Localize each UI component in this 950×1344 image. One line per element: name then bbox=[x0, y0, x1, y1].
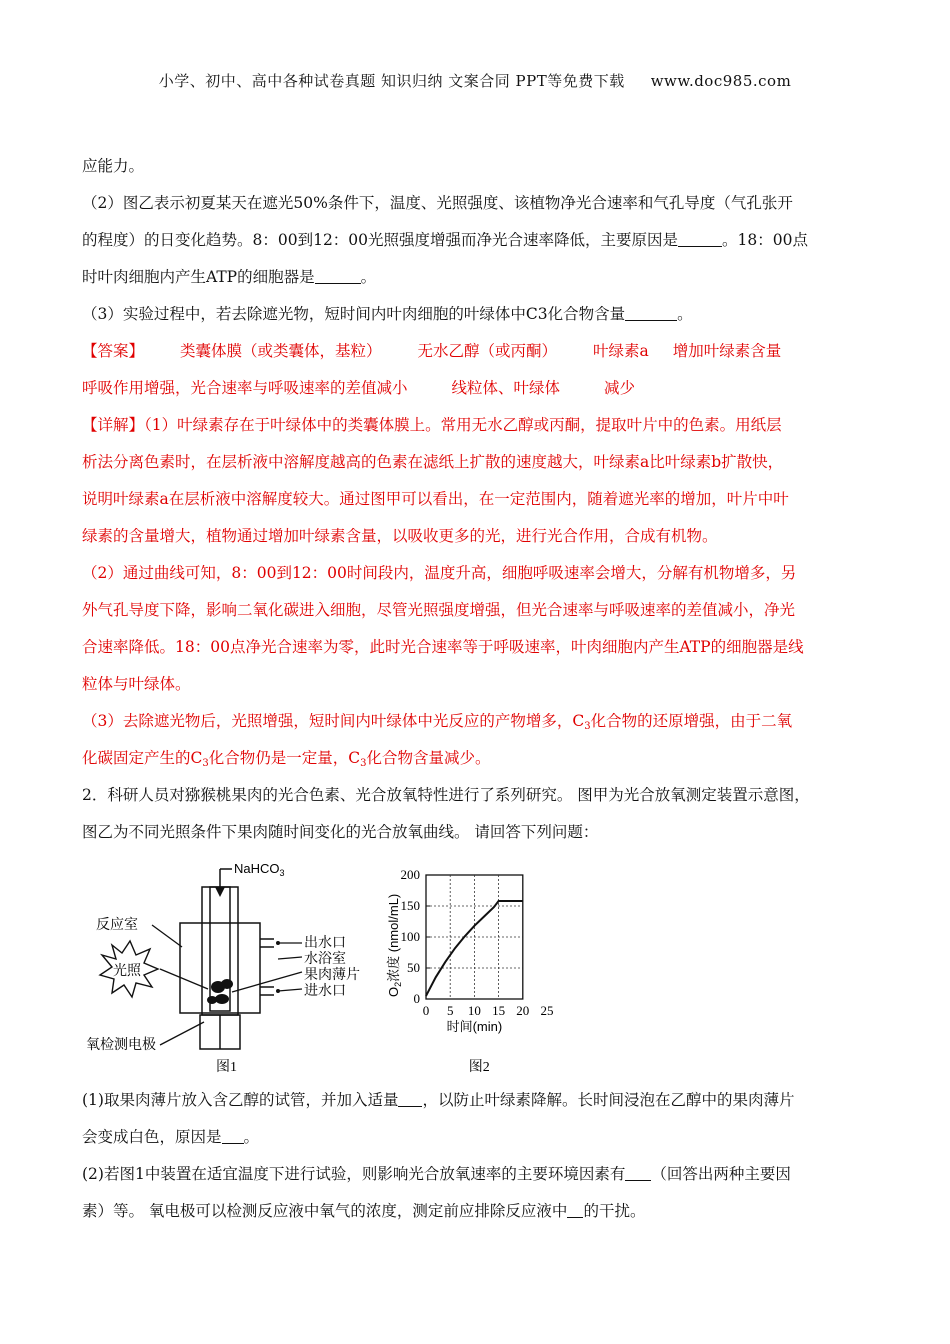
figure-2-caption: 图2 bbox=[468, 1060, 490, 1075]
detail-line: 绿素的含量增大，植物通过增加叶绿素含量，以吸收更多的光，进行光合作用，合成有机物。 bbox=[82, 527, 718, 545]
light-label: 光照 bbox=[113, 962, 141, 978]
answer-blank bbox=[678, 230, 722, 247]
detail-line: 粒体与叶绿体。 bbox=[82, 675, 191, 693]
x-tick-label: 5 bbox=[446, 1003, 454, 1018]
question-line: (2)若图1中装置在适宜温度下进行试验，则影响光合放氧速率的主要环境因素有 （回答出两种主要因 bbox=[82, 1165, 791, 1183]
fruit-slice-label: 果肉薄片 bbox=[304, 966, 360, 982]
question-line: 2．科研人员对猕猴桃果肉的光合色素、光合放氧特性进行了系列研究。 图甲为光合放氧测定装置示意图， bbox=[82, 786, 810, 804]
detail-line: 析法分离色素时，在层析液中溶解度越高的色素在滤纸上扩散的速度越大，叶绿素a比叶绿素b扩散快， bbox=[82, 453, 784, 471]
question-line: 素）等。 氧电极可以检测反应液中氧气的浓度，测定前应排除反应液中 的干扰。 bbox=[82, 1202, 646, 1220]
text-line: （3）实验过程中，若去除遮光物，短时间内叶肉细胞的叶绿体中C3化合物含量 。 bbox=[82, 305, 693, 323]
figure-2-chart bbox=[374, 857, 644, 1082]
x-tick-label: 20 bbox=[516, 1003, 530, 1018]
detail-label: 【详解】 bbox=[82, 416, 145, 434]
x-axis-label: 时间(min) bbox=[446, 1019, 503, 1034]
detail-line: 合速率降低。18：00点净光合速率为零，此时光合速率等于呼吸速率，叶肉细胞内产生ATP的细胞器是线 bbox=[82, 638, 804, 656]
inlet-label: 进水口 bbox=[304, 982, 346, 998]
header-title: 小学、初中、高中各种试卷真题 知识归纳 文案合同 PPT等免费下载 bbox=[158, 72, 625, 90]
reaction-room-label: 反应室 bbox=[96, 916, 138, 932]
answer-line: 呼吸作用增强，光合速率与呼吸速率的差值减小 线粒体、叶绿体 减少 bbox=[82, 379, 636, 397]
document-body bbox=[82, 148, 872, 1230]
answer-blank bbox=[398, 1090, 422, 1107]
page-header bbox=[0, 70, 950, 91]
answer-blank bbox=[625, 1164, 651, 1181]
y-tick-label: 200 bbox=[400, 867, 420, 882]
detail-line: 【详解】（1）叶绿素存在于叶绿体中的类囊体膜上。常用无水乙醇或丙酮，提取叶片中的色素。用纸层 bbox=[82, 416, 782, 434]
detail-line: 说明叶绿素a在层析液中溶解度较大。通过图甲可以看出，在一定范围内，随着遮光率的增加，叶片中叶 bbox=[82, 490, 789, 508]
answer-blank bbox=[315, 267, 361, 284]
question-line: 会变成白色，原因是 。 bbox=[82, 1128, 260, 1146]
y-tick-label: 150 bbox=[400, 898, 420, 913]
outlet-label: 出水口 bbox=[304, 934, 346, 950]
fruit-slices bbox=[207, 979, 233, 1004]
reagent-label: NaHCO$_3$ bbox=[234, 861, 285, 878]
y-axis-label: $O_2$浓度 (nmol/mL) bbox=[386, 893, 403, 997]
y-tick-label: 0 bbox=[413, 991, 420, 1006]
text-line: （2）图乙表示初夏某天在遮光50%条件下，温度、光照强度、该植物净光合速率和气孔导度（气孔张开 bbox=[82, 194, 793, 212]
detail-line: （3）去除遮光物后，光照增强，短时间内叶绿体中光反应的产物增多，$C_3$化合物的还原增强，由于二氧 bbox=[82, 712, 793, 732]
text-line: 时叶肉细胞内产生ATP的细胞器是 。 bbox=[82, 268, 377, 286]
detail-line: （2）通过曲线可知，8：00到12：00时间段内，温度升高，细胞呼吸速率会增大，分解有机物增多，另 bbox=[82, 564, 797, 582]
x-tick-label: 0 bbox=[422, 1003, 430, 1018]
y-tick-label: 50 bbox=[407, 960, 420, 975]
detail-line: 外气孔导度下降，影响二氧化碳进入细胞，尽管光照强度增强，但光合速率与呼吸速率的差值减小，净光 bbox=[82, 601, 796, 619]
question-line: 图乙为不同光照条件下果肉随时间变化的光合放氧曲线。 请回答下列问题： bbox=[82, 823, 599, 841]
answer-line: 【答案】 类囊体膜（或类囊体，基粒） 无水乙醇（或丙酮） 叶绿素a 增加叶绿素含量 bbox=[82, 342, 782, 360]
x-tick-label: 15 bbox=[492, 1003, 506, 1018]
y-tick-label: 100 bbox=[400, 929, 420, 944]
reagent-arrowhead bbox=[215, 887, 225, 897]
answer-blank bbox=[222, 1127, 244, 1144]
detail-line: 化碳固定产生的$C_3$化合物仍是一定量，$C_3$化合物含量减少。 bbox=[82, 749, 491, 769]
text-line: 的程度）的日变化趋势。8：00到12：00光照强度增强而净光合速率降低，主要原因是 。18：00点 bbox=[82, 231, 808, 249]
answer-label: 【答案】 bbox=[82, 342, 145, 360]
water-bath-label: 水浴室 bbox=[304, 950, 346, 966]
figures-row bbox=[82, 857, 872, 1082]
electrode-label: 氧检测电极 bbox=[86, 1036, 156, 1052]
figure-1-apparatus bbox=[82, 857, 372, 1082]
answer-blank bbox=[567, 1201, 583, 1218]
x-tick-label: 25 bbox=[540, 1003, 554, 1018]
question-line: (1)取果肉薄片放入含乙醇的试管，并加入适量 ，以防止叶绿素降解。长时间浸泡在乙醇中的果肉薄片 bbox=[82, 1091, 795, 1109]
x-tick-label: 10 bbox=[467, 1003, 481, 1018]
answer-blank bbox=[625, 304, 677, 321]
figure-1-caption: 图1 bbox=[216, 1060, 237, 1075]
header-url[interactable]: www.doc985.com bbox=[650, 72, 792, 90]
text-line: 应能力。 bbox=[82, 157, 145, 175]
